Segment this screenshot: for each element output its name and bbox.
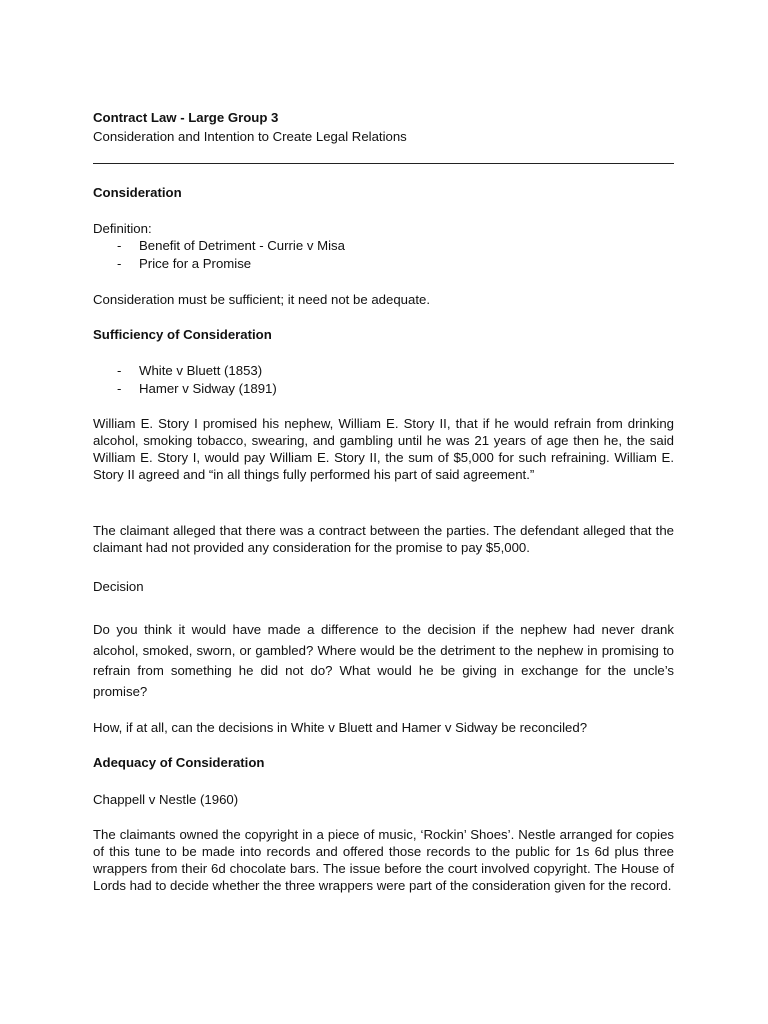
cases-list [93, 362, 674, 398]
definition-label: Definition: [93, 221, 152, 236]
definition-list [93, 237, 674, 273]
case-citation: Chappell v Nestle (1960) [93, 792, 239, 807]
document-title: Contract Law - Large Group 3 [93, 110, 279, 125]
heading-sufficiency: Sufficiency of Consideration [93, 327, 272, 342]
heading-adequacy: Adequacy of Consideration [93, 755, 265, 770]
bullet-dash: - [117, 238, 122, 253]
list-item [93, 237, 674, 255]
list-item-text: Hamer v Sidway (1891) [139, 381, 277, 396]
sufficiency-note: Consideration must be sufficient; it need not be adequate. [93, 292, 430, 307]
heading-consideration: Consideration [93, 185, 182, 200]
bullet-dash: - [117, 256, 122, 271]
allegation-paragraph: The claimant alleged that there was a contract between the parties. The defendant alleged that the claimant had not provided any consideration for the promise to pay $5,000. [93, 523, 674, 555]
list-item-text: Price for a Promise [139, 256, 252, 271]
hamer-facts-paragraph: William E. Story I promised his nephew, William E. Story II, that if he would refrain from drinking alcohol, smoking tobacco, swearing, and gambling until he was 21 years of age then he, the said William E. Story I, would pay William E. Story II, the sum of $5,000 for such refraining. William E. Story II agreed and “in all things fully performed his part of said agreement.” [93, 416, 674, 482]
chappell-facts-paragraph: The claimants owned the copyright in a piece of music, ‘Rockin’ Shoes’. Nestle arranged for copies of this tune to be made into records and offered those records to the public for 1s 6d plus three wrappers from their 6d chocolate bars. The issue before the court involved copyright. The House of Lords had to decide whether the three wrappers were part of the consideration given for the record. [93, 827, 674, 893]
list-item-text: Benefit of Detriment - Currie v Misa [139, 238, 345, 253]
list-item [93, 255, 674, 273]
bullet-dash: - [117, 363, 122, 378]
document-subtitle: Consideration and Intention to Create Legal Relations [93, 129, 407, 144]
list-item [93, 380, 674, 398]
bullet-dash: - [117, 381, 122, 396]
list-item-text: White v Bluett (1853) [139, 363, 263, 378]
list-item [93, 362, 674, 380]
horizontal-rule [93, 163, 674, 164]
question-paragraph-1: Do you think it would have made a difference to the decision if the nephew had never drank alcohol, smoked, sworn, or gambled? Where would be the detriment to the nephew in promising to refrain from something he did not do? What would he be giving in exchange for the uncle’s promise? [93, 622, 674, 699]
question-paragraph-2: How, if at all, can the decisions in White v Bluett and Hamer v Sidway be reconciled? [93, 720, 588, 735]
decision-label: Decision [93, 579, 144, 594]
